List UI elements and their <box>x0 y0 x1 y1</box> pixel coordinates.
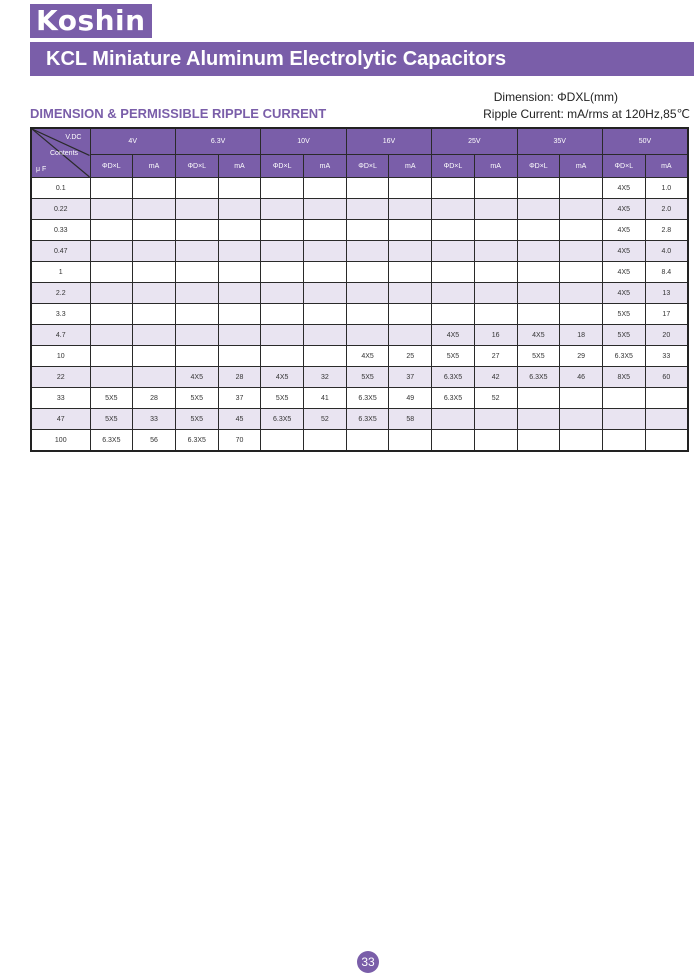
ripple-cell: 17 <box>645 304 688 325</box>
dimension-cell <box>175 304 218 325</box>
ripple-cell <box>218 178 261 199</box>
ripple-cell: 28 <box>218 367 261 388</box>
ripple-cell <box>645 430 688 452</box>
dimension-cell: 5X5 <box>517 346 560 367</box>
dimension-cell: 4X5 <box>602 220 645 241</box>
voltage-header: 10V <box>261 128 346 155</box>
table-row <box>31 325 688 346</box>
capacitance-cell: 47 <box>31 409 90 430</box>
ripple-cell <box>474 304 517 325</box>
ripple-cell: 49 <box>389 388 432 409</box>
ripple-cell: 37 <box>389 367 432 388</box>
ripple-cell: 1.0 <box>645 178 688 199</box>
dimension-subheader: ΦD×L <box>432 155 475 178</box>
ripple-cell <box>474 262 517 283</box>
ripple-cell <box>389 262 432 283</box>
dimension-cell <box>175 241 218 262</box>
ripple-cell <box>389 430 432 452</box>
ripple-cell <box>304 430 347 452</box>
corner-uf-label: μ F <box>36 166 47 173</box>
capacitance-cell: 0.47 <box>31 241 90 262</box>
dimension-cell: 4X5 <box>602 178 645 199</box>
dimension-cell: 4X5 <box>432 325 475 346</box>
ripple-cell <box>645 388 688 409</box>
dimension-cell <box>90 304 133 325</box>
ripple-cell <box>389 325 432 346</box>
dimension-cell: 6.3X5 <box>432 367 475 388</box>
ripple-cell <box>560 388 603 409</box>
voltage-header: 50V <box>602 128 688 155</box>
ripple-cell <box>474 409 517 430</box>
dimension-cell <box>517 388 560 409</box>
page-number: 33 <box>357 951 379 973</box>
dimension-cell <box>432 409 475 430</box>
dimension-cell: 4X5 <box>602 199 645 220</box>
dimension-cell <box>517 409 560 430</box>
dimension-cell <box>175 178 218 199</box>
table-row <box>31 199 688 220</box>
ripple-cell: 13 <box>645 283 688 304</box>
ripple-cell <box>389 283 432 304</box>
capacitance-cell: 0.33 <box>31 220 90 241</box>
table-row <box>31 241 688 262</box>
dimension-cell <box>432 220 475 241</box>
dimension-cell <box>346 283 389 304</box>
dimension-cell <box>261 304 304 325</box>
dimension-cell <box>346 178 389 199</box>
table-row <box>31 409 688 430</box>
dimension-cell <box>346 199 389 220</box>
dimension-cell: 6.3X5 <box>346 409 389 430</box>
ripple-subheader: mA <box>133 155 176 178</box>
dimension-cell <box>175 220 218 241</box>
dimension-subheader: ΦD×L <box>346 155 389 178</box>
dimension-cell: 4X5 <box>602 262 645 283</box>
capacitance-cell: 0.22 <box>31 199 90 220</box>
ripple-cell: 56 <box>133 430 176 452</box>
ripple-cell <box>474 220 517 241</box>
ripple-cell: 27 <box>474 346 517 367</box>
brand-logo: Koshin <box>30 4 152 38</box>
voltage-header: 4V <box>90 128 175 155</box>
dimension-cell: 6.3X5 <box>517 367 560 388</box>
ripple-cell <box>133 367 176 388</box>
ripple-cell <box>474 430 517 452</box>
dimension-cell <box>90 283 133 304</box>
dimension-cell: 6.3X5 <box>175 430 218 452</box>
dimension-cell <box>261 178 304 199</box>
ripple-cell <box>645 409 688 430</box>
ripple-cell <box>133 262 176 283</box>
dimension-cell: 6.3X5 <box>261 409 304 430</box>
table-row <box>31 388 688 409</box>
ripple-cell <box>474 241 517 262</box>
ripple-cell: 25 <box>389 346 432 367</box>
dimension-cell <box>90 241 133 262</box>
dimension-cell <box>90 178 133 199</box>
dimension-cell: 8X5 <box>602 367 645 388</box>
ripple-cell <box>304 241 347 262</box>
capacitance-cell: 100 <box>31 430 90 452</box>
ripple-cell <box>133 283 176 304</box>
corner-vdc-label: V.DC <box>65 134 82 141</box>
capacitance-cell: 3.3 <box>31 304 90 325</box>
table-row <box>31 430 688 452</box>
dimension-cell <box>346 430 389 452</box>
ripple-cell <box>560 283 603 304</box>
dimension-cell <box>346 262 389 283</box>
dimension-cell <box>261 220 304 241</box>
ripple-cell <box>474 178 517 199</box>
dimension-subheader: ΦD×L <box>261 155 304 178</box>
dimension-cell <box>90 262 133 283</box>
ripple-cell <box>133 241 176 262</box>
dimension-subheader: ΦD×L <box>517 155 560 178</box>
dimension-cell: 5X5 <box>90 388 133 409</box>
ripple-cell <box>218 220 261 241</box>
corner-contents-label: Contents <box>50 150 79 157</box>
dimension-cell <box>261 346 304 367</box>
ripple-note: Ripple Current: mA/rms at 120Hz,85℃ <box>483 107 690 121</box>
dimension-cell: 5X5 <box>261 388 304 409</box>
ripple-cell: 18 <box>560 325 603 346</box>
dimension-cell: 4X5 <box>602 283 645 304</box>
table-row <box>31 178 688 199</box>
ripple-cell: 60 <box>645 367 688 388</box>
voltage-header: 25V <box>432 128 517 155</box>
ripple-cell <box>389 199 432 220</box>
ripple-cell <box>560 262 603 283</box>
voltage-header: 6.3V <box>175 128 260 155</box>
ripple-cell <box>133 199 176 220</box>
ripple-cell: 45 <box>218 409 261 430</box>
dimension-cell <box>175 199 218 220</box>
ripple-cell <box>389 241 432 262</box>
dimension-cell <box>432 262 475 283</box>
dimension-cell: 4X5 <box>175 367 218 388</box>
ripple-cell: 52 <box>304 409 347 430</box>
capacitance-cell: 4.7 <box>31 325 90 346</box>
dimension-cell <box>175 346 218 367</box>
table-row <box>31 220 688 241</box>
ripple-cell <box>133 325 176 346</box>
dimension-cell <box>261 325 304 346</box>
dimension-cell: 4X5 <box>261 367 304 388</box>
ripple-cell: 70 <box>218 430 261 452</box>
dimension-cell <box>517 178 560 199</box>
ripple-cell <box>304 178 347 199</box>
ripple-cell: 33 <box>133 409 176 430</box>
dimension-cell: 4X5 <box>517 325 560 346</box>
dimension-cell <box>432 304 475 325</box>
dimension-cell <box>90 367 133 388</box>
dimension-cell: 5X5 <box>175 409 218 430</box>
ripple-cell <box>304 346 347 367</box>
ripple-cell: 58 <box>389 409 432 430</box>
dimension-cell: 6.3X5 <box>346 388 389 409</box>
page-title: KCL Miniature Aluminum Electrolytic Capacitors <box>30 42 694 76</box>
dimension-cell <box>90 199 133 220</box>
dimension-cell <box>602 409 645 430</box>
dimension-cell <box>517 220 560 241</box>
dimension-cell <box>346 241 389 262</box>
capacitance-cell: 0.1 <box>31 178 90 199</box>
dimension-cell <box>346 220 389 241</box>
ripple-subheader: mA <box>389 155 432 178</box>
capacitance-cell: 22 <box>31 367 90 388</box>
capacitance-cell: 2.2 <box>31 283 90 304</box>
dimension-cell: 5X5 <box>346 367 389 388</box>
dimension-cell <box>261 262 304 283</box>
dimension-cell: 6.3X5 <box>602 346 645 367</box>
table-body <box>31 178 688 452</box>
dimension-cell <box>602 430 645 452</box>
ripple-cell <box>133 304 176 325</box>
dimension-cell: 5X5 <box>602 325 645 346</box>
ripple-cell: 8.4 <box>645 262 688 283</box>
ripple-cell <box>218 262 261 283</box>
ripple-cell <box>560 430 603 452</box>
ripple-cell <box>133 178 176 199</box>
dimension-cell <box>90 220 133 241</box>
dimension-cell: 5X5 <box>175 388 218 409</box>
voltage-header: 16V <box>346 128 431 155</box>
dimension-cell <box>517 262 560 283</box>
ripple-cell: 29 <box>560 346 603 367</box>
dimension-cell <box>517 199 560 220</box>
dimension-cell <box>432 283 475 304</box>
voltage-header-row <box>31 128 688 155</box>
ripple-cell <box>218 283 261 304</box>
ripple-cell <box>304 304 347 325</box>
spec-table <box>30 127 689 452</box>
ripple-cell: 32 <box>304 367 347 388</box>
ripple-cell <box>133 346 176 367</box>
ripple-cell: 2.0 <box>645 199 688 220</box>
section-title: DIMENSION & PERMISSIBLE RIPPLE CURRENT <box>30 106 327 121</box>
dimension-cell <box>346 304 389 325</box>
ripple-cell: 16 <box>474 325 517 346</box>
ripple-cell: 33 <box>645 346 688 367</box>
dimension-cell: 5X5 <box>90 409 133 430</box>
dimension-cell <box>90 346 133 367</box>
ripple-cell: 37 <box>218 388 261 409</box>
ripple-subheader: mA <box>304 155 347 178</box>
ripple-cell <box>218 325 261 346</box>
dimension-cell <box>90 325 133 346</box>
ripple-subheader: mA <box>474 155 517 178</box>
dimension-cell <box>261 430 304 452</box>
dimension-cell <box>261 199 304 220</box>
dimension-cell <box>432 430 475 452</box>
table-row <box>31 346 688 367</box>
ripple-cell <box>218 199 261 220</box>
dimension-cell <box>261 283 304 304</box>
dimension-cell <box>432 241 475 262</box>
capacitance-cell: 33 <box>31 388 90 409</box>
voltage-header: 35V <box>517 128 602 155</box>
dimension-note: Dimension: ΦDXL(mm) <box>493 90 618 104</box>
ripple-cell <box>133 220 176 241</box>
ripple-cell: 42 <box>474 367 517 388</box>
dimension-cell <box>432 178 475 199</box>
dimension-cell <box>175 283 218 304</box>
ripple-cell: 52 <box>474 388 517 409</box>
ripple-cell <box>389 220 432 241</box>
table-row <box>31 304 688 325</box>
ripple-cell <box>304 220 347 241</box>
ripple-cell <box>560 199 603 220</box>
dimension-cell: 6.3X5 <box>432 388 475 409</box>
dimension-cell: 5X5 <box>432 346 475 367</box>
ripple-cell <box>560 241 603 262</box>
ripple-cell <box>304 325 347 346</box>
ripple-cell: 46 <box>560 367 603 388</box>
ripple-cell: 4.0 <box>645 241 688 262</box>
capacitance-cell: 1 <box>31 262 90 283</box>
table-row <box>31 262 688 283</box>
dimension-cell <box>517 304 560 325</box>
ripple-cell <box>218 346 261 367</box>
ripple-cell <box>560 178 603 199</box>
dimension-cell: 6.3X5 <box>90 430 133 452</box>
capacitance-cell: 10 <box>31 346 90 367</box>
ripple-cell <box>474 199 517 220</box>
table-row <box>31 367 688 388</box>
dimension-cell: 4X5 <box>602 241 645 262</box>
dimension-cell <box>517 241 560 262</box>
ripple-cell <box>218 241 261 262</box>
dimension-cell <box>261 241 304 262</box>
dimension-cell <box>346 325 389 346</box>
ripple-cell: 20 <box>645 325 688 346</box>
subheader-row <box>31 155 688 178</box>
dimension-cell <box>517 430 560 452</box>
ripple-cell <box>560 304 603 325</box>
dimension-subheader: ΦD×L <box>175 155 218 178</box>
ripple-cell <box>304 283 347 304</box>
dimension-cell: 4X5 <box>346 346 389 367</box>
dimension-cell <box>602 388 645 409</box>
dimension-cell <box>517 283 560 304</box>
table-corner-cell <box>31 128 90 178</box>
ripple-subheader: mA <box>645 155 688 178</box>
ripple-cell <box>560 220 603 241</box>
dimension-subheader: ΦD×L <box>602 155 645 178</box>
ripple-cell: 2.8 <box>645 220 688 241</box>
dimension-cell <box>432 199 475 220</box>
ripple-cell <box>474 283 517 304</box>
dimension-cell: 5X5 <box>602 304 645 325</box>
table-row <box>31 283 688 304</box>
ripple-subheader: mA <box>218 155 261 178</box>
dimension-cell <box>175 262 218 283</box>
ripple-cell: 41 <box>304 388 347 409</box>
ripple-cell <box>389 304 432 325</box>
ripple-cell <box>304 262 347 283</box>
ripple-subheader: mA <box>560 155 603 178</box>
dimension-subheader: ΦD×L <box>90 155 133 178</box>
ripple-cell <box>304 199 347 220</box>
ripple-cell: 28 <box>133 388 176 409</box>
ripple-cell <box>389 178 432 199</box>
ripple-cell <box>218 304 261 325</box>
dimension-cell <box>175 325 218 346</box>
ripple-cell <box>560 409 603 430</box>
